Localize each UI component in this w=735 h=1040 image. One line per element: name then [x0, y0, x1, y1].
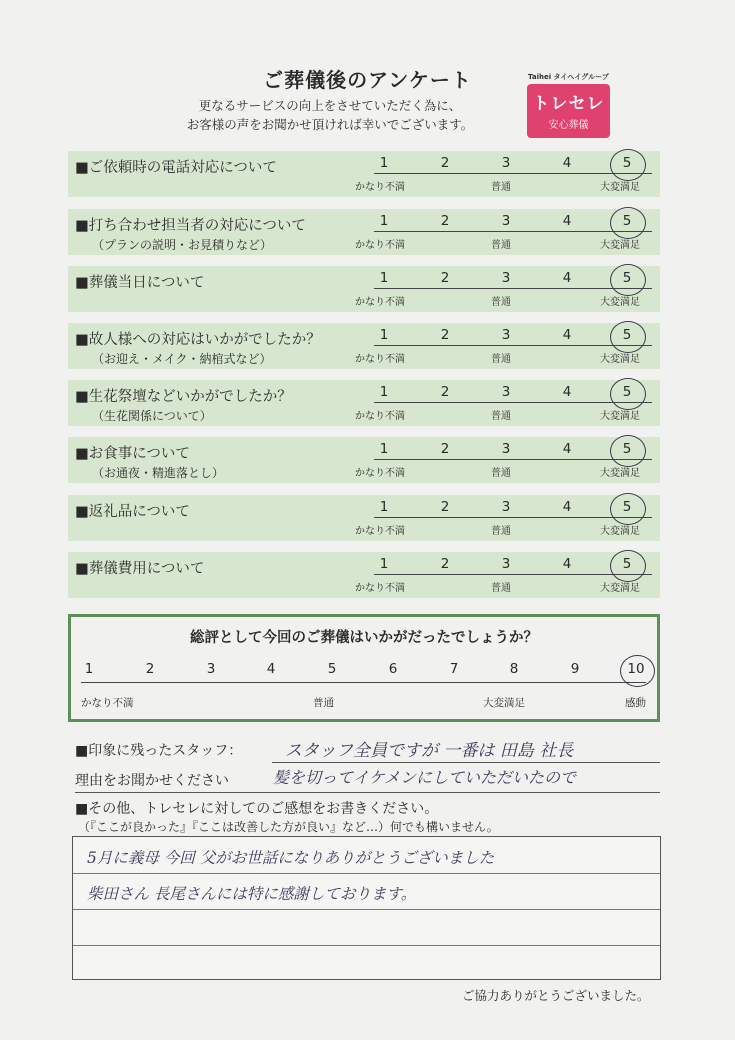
- scale-option-3[interactable]: 3: [501, 327, 511, 343]
- comment-line-2: 柴田さん 長尾さんには特に感謝しております。: [87, 885, 417, 903]
- overall-label-high: 大変満足: [483, 697, 525, 709]
- scale-option-2[interactable]: 2: [440, 270, 450, 286]
- comment-prompt-sub: （『ここが良かった』『ここは改善した方が良い』など…）何でも構いません。: [78, 820, 499, 834]
- scale-option-3[interactable]: 3: [501, 441, 511, 457]
- answer-circle: [610, 493, 646, 525]
- scale-option-2[interactable]: 2: [440, 155, 450, 171]
- scale-label-high: 大変満足: [600, 583, 640, 594]
- scale-label-high: 大変満足: [600, 526, 640, 537]
- question-label: ■故人様への対応はいかがでしたか？: [75, 332, 321, 348]
- answer-circle: [610, 550, 646, 582]
- brand-group-name: Taihei タイヘイグループ: [528, 73, 609, 81]
- scale-option-4[interactable]: 4: [562, 441, 572, 457]
- scale-label-low: かなり不満: [355, 583, 405, 594]
- overall-label-mid: 普通: [313, 697, 334, 709]
- overall-label-low: かなり不満: [81, 697, 134, 709]
- scale-line: [374, 345, 652, 346]
- scale-option-3[interactable]: 3: [501, 556, 511, 572]
- overall-scale-line: [81, 682, 646, 683]
- scale-option-3[interactable]: 3: [501, 270, 511, 286]
- scale-option-5[interactable]: 5: [622, 499, 632, 515]
- scale-label-mid: 普通: [491, 411, 511, 422]
- scale-label-low: かなり不満: [355, 182, 405, 193]
- scale-line: [374, 517, 652, 518]
- scale-label-low: かなり不満: [355, 468, 405, 479]
- answer-circle: [610, 207, 646, 239]
- question-label: ■葬儀当日について: [75, 275, 205, 291]
- scale-label-mid: 普通: [491, 240, 511, 251]
- comment-box[interactable]: [72, 836, 661, 980]
- scale-option-4[interactable]: 4: [562, 213, 572, 229]
- question-label: ■返礼品について: [75, 504, 190, 520]
- reason-underline: [75, 792, 660, 793]
- scale-label-low: かなり不満: [355, 240, 405, 251]
- overall-option-3[interactable]: 3: [206, 661, 216, 677]
- scale-option-2[interactable]: 2: [440, 499, 450, 515]
- question-label: ■生花祭壇などいかがでしたか？: [75, 389, 292, 405]
- scale-option-1[interactable]: 1: [379, 384, 389, 400]
- overall-title: 総評として今回のご葬儀はいかがだったでしょうか？: [190, 630, 538, 646]
- scale-label-low: かなり不満: [355, 297, 405, 308]
- question-label: ■ご依頼時の電話対応について: [75, 160, 277, 176]
- thanks-text: ご協力ありがとうございました。: [462, 988, 650, 1003]
- scale-label-low: かなり不満: [355, 411, 405, 422]
- scale-option-5[interactable]: 5: [622, 441, 632, 457]
- scale-label-high: 大変満足: [600, 182, 640, 193]
- overall-label-top: 感動: [625, 697, 646, 709]
- overall-rating-box: [68, 614, 660, 722]
- reason-answer[interactable]: 髪を切ってイケメンにしていただいたので: [273, 768, 577, 787]
- overall-option-10[interactable]: 10: [627, 661, 645, 677]
- scale-line: [374, 173, 652, 174]
- scale-option-5[interactable]: 5: [622, 155, 632, 171]
- logo-sub-text: 安心葬儀: [548, 120, 589, 131]
- logo-main-text: トレセレ: [532, 94, 605, 114]
- comment-prompt: ■その他、トレセレに対してのご感想をお書きください。: [75, 801, 439, 817]
- scale-option-3[interactable]: 3: [501, 384, 511, 400]
- comment-rule-3: [73, 945, 660, 946]
- answer-circle: [610, 264, 646, 296]
- scale-option-2[interactable]: 2: [440, 213, 450, 229]
- comment-rule-1: [73, 873, 660, 874]
- scale-option-5[interactable]: 5: [622, 556, 632, 572]
- scale-option-2[interactable]: 2: [440, 384, 450, 400]
- question-row: [68, 323, 660, 369]
- scale-line: [374, 574, 652, 575]
- scale-label-high: 大変満足: [600, 297, 640, 308]
- scale-option-1[interactable]: 1: [379, 556, 389, 572]
- scale-option-5[interactable]: 5: [622, 270, 632, 286]
- question-sub: （プランの説明・お見積りなど）: [92, 238, 273, 252]
- scale-label-mid: 普通: [491, 583, 511, 594]
- scale-label-low: かなり不満: [355, 526, 405, 537]
- scale-label-high: 大変満足: [600, 354, 640, 365]
- scale-label-mid: 普通: [491, 526, 511, 537]
- question-row: [68, 151, 660, 197]
- overall-option-4[interactable]: 4: [266, 661, 276, 677]
- staff-underline: [272, 762, 660, 763]
- question-row: [68, 552, 660, 598]
- scale-label-high: 大変満足: [600, 468, 640, 479]
- question-sub: （お通夜・精進落とし）: [92, 466, 225, 480]
- question-sub: （生花関係について）: [92, 409, 212, 423]
- scale-option-1[interactable]: 1: [379, 270, 389, 286]
- survey-subtitle: [140, 96, 520, 134]
- answer-circle: [610, 149, 646, 181]
- question-label: ■葬儀費用について: [75, 561, 205, 577]
- question-label: ■お食事について: [75, 446, 190, 462]
- scale-option-2[interactable]: 2: [440, 556, 450, 572]
- scale-label-low: かなり不満: [355, 354, 405, 365]
- scale-option-4[interactable]: 4: [562, 327, 572, 343]
- overall-option-6[interactable]: 6: [388, 661, 398, 677]
- comment-line-1: 5月に義母 今回 父がお世話になりありがとうございました: [87, 849, 495, 867]
- answer-circle: [610, 378, 646, 410]
- scale-option-1[interactable]: 1: [379, 213, 389, 229]
- scale-option-3[interactable]: 3: [501, 499, 511, 515]
- scale-label-mid: 普通: [491, 297, 511, 308]
- question-sub: （お迎え・メイク・納棺式など）: [92, 352, 272, 366]
- scale-line: [374, 402, 652, 403]
- scale-label-mid: 普通: [491, 182, 511, 193]
- scale-option-5[interactable]: 5: [622, 384, 632, 400]
- survey-title: ご葬儀後のアンケート: [263, 68, 472, 92]
- staff-answer[interactable]: スタッフ全員ですが 一番は 田島 社長: [285, 741, 574, 761]
- reason-label: 理由をお聞かせください: [75, 773, 229, 789]
- overall-option-9[interactable]: 9: [570, 661, 580, 677]
- question-label: ■打ち合わせ担当者の対応について: [75, 218, 306, 234]
- scale-line: [374, 288, 652, 289]
- scale-line: [374, 231, 652, 232]
- scale-option-1[interactable]: 1: [379, 441, 389, 457]
- scale-line: [374, 459, 652, 460]
- brand-logo: [527, 84, 610, 138]
- overall-answer-circle: [620, 655, 655, 687]
- scale-option-1[interactable]: 1: [379, 499, 389, 515]
- answer-circle: [610, 321, 646, 353]
- scale-option-1[interactable]: 1: [379, 327, 389, 343]
- scale-option-5[interactable]: 5: [622, 213, 632, 229]
- staff-label: ■印象に残ったスタッフ：: [75, 743, 243, 759]
- scale-option-2[interactable]: 2: [440, 327, 450, 343]
- subtitle-line-2: お客様の声をお聞かせ頂ければ幸いでございます。: [186, 117, 474, 132]
- scale-option-4[interactable]: 4: [562, 556, 572, 572]
- overall-option-7[interactable]: 7: [449, 661, 459, 677]
- question-row: [68, 266, 660, 312]
- question-row: [68, 380, 660, 426]
- overall-option-5[interactable]: 5: [327, 661, 337, 677]
- question-row: [68, 437, 660, 483]
- scale-label-high: 大変満足: [600, 411, 640, 422]
- subtitle-line-1: 更なるサービスの向上をさせていただく為に、: [198, 98, 462, 113]
- scale-option-1[interactable]: 1: [379, 155, 389, 171]
- scale-label-high: 大変満足: [600, 240, 640, 251]
- scale-option-3[interactable]: 3: [501, 155, 511, 171]
- scale-option-5[interactable]: 5: [622, 327, 632, 343]
- scale-option-4[interactable]: 4: [562, 270, 572, 286]
- scale-label-mid: 普通: [491, 354, 511, 365]
- question-row: [68, 495, 660, 541]
- overall-option-2[interactable]: 2: [145, 661, 155, 677]
- answer-circle: [610, 435, 646, 467]
- overall-option-1[interactable]: 1: [84, 661, 94, 677]
- question-row: [68, 209, 660, 255]
- scale-option-2[interactable]: 2: [440, 441, 450, 457]
- scale-option-3[interactable]: 3: [501, 213, 511, 229]
- scale-option-4[interactable]: 4: [562, 499, 572, 515]
- scale-option-4[interactable]: 4: [562, 155, 572, 171]
- comment-rule-2: [73, 909, 660, 910]
- scale-label-mid: 普通: [491, 468, 511, 479]
- overall-option-8[interactable]: 8: [509, 661, 519, 677]
- scale-option-4[interactable]: 4: [562, 384, 572, 400]
